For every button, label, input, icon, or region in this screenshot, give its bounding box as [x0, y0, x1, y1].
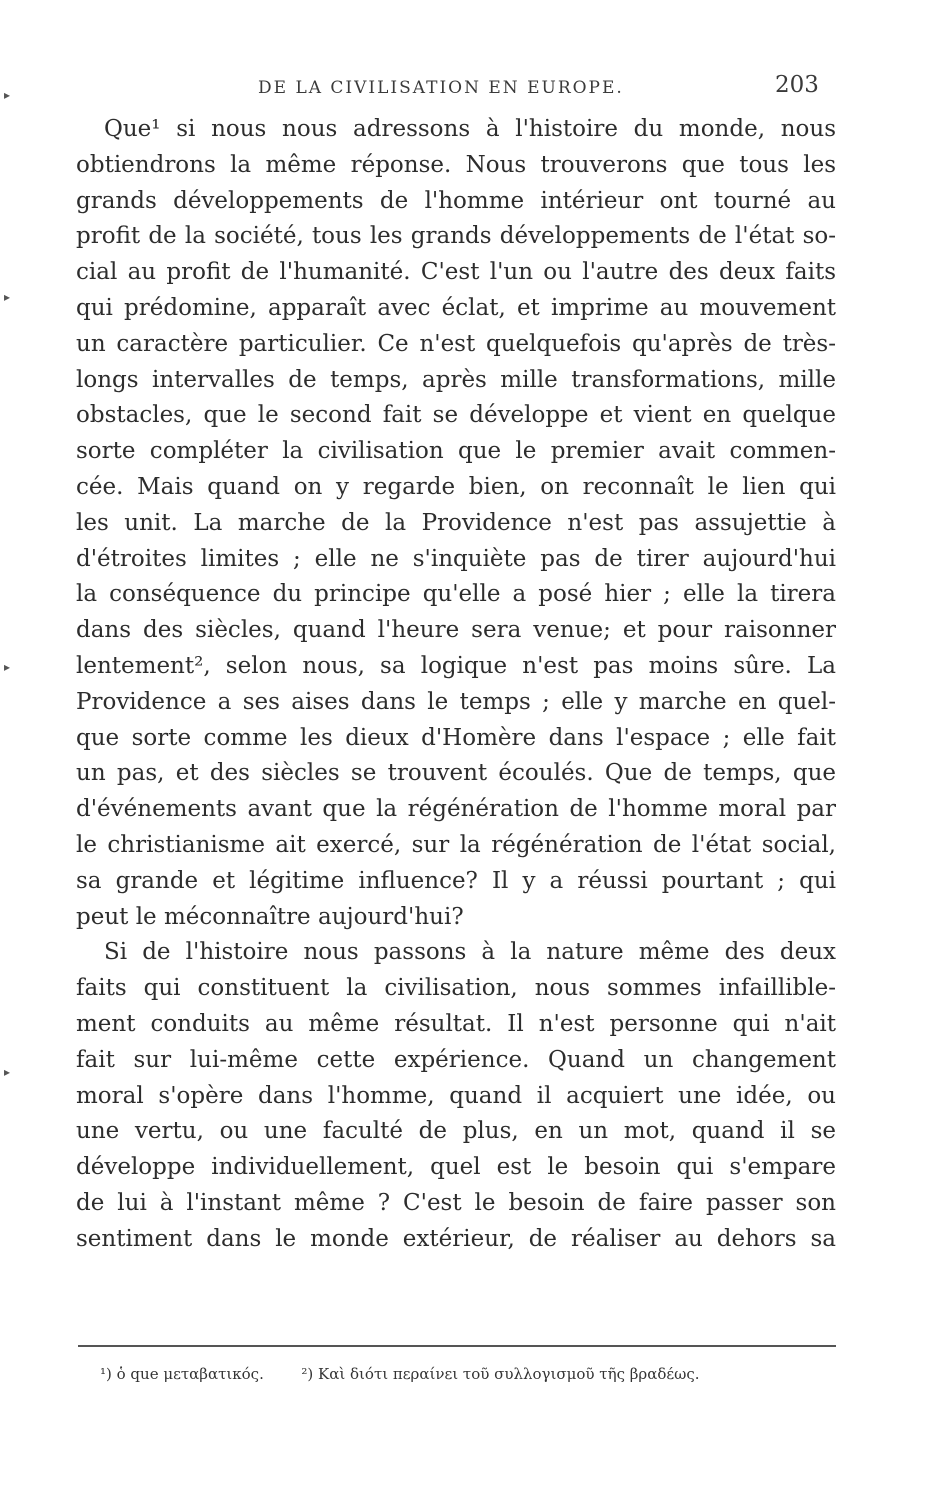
text-line: qui prédomine, apparaît avec éclat, et imprime au mouvement [76, 294, 836, 321]
paragraph-start-line: Si de l'histoire nous passons à la nature même des deux [104, 939, 836, 966]
margin-tick-mark: ▸ [4, 88, 11, 102]
running-head: DE LA CIVILISATION EN EUROPE. [258, 78, 624, 98]
text-line: les unit. La marche de la Providence n'est pas assujettie à [76, 509, 836, 536]
text-line: sa grande et légitime influence? Il y a réussi pourtant ; qui [76, 867, 836, 894]
text-line: d'étroites limites ; elle ne s'inquiète pas de tirer aujourd'hui [76, 545, 836, 572]
text-line: que sorte comme les dieux d'Homère dans l'espace ; elle fait [76, 724, 836, 751]
footnotes [100, 1365, 820, 1383]
margin-tick-mark: ▸ [4, 660, 11, 674]
text-line: sorte compléter la civilisation que le premier avait commen- [76, 438, 836, 465]
text-line: faits qui constituent la civilisation, nous sommes infaillible- [76, 975, 836, 1002]
text-line: moral s'opère dans l'homme, quand il acquiert une idée, ou [76, 1082, 836, 1109]
text-line: dans des siècles, quand l'heure sera venue; et pour raisonner [76, 617, 836, 644]
text-line: obtiendrons la même réponse. Nous trouverons que tous les [76, 151, 836, 178]
text-line: cée. Mais quand on y regarde bien, on reconnaît le lien qui [76, 473, 836, 500]
margin-tick-mark: ▸ [4, 290, 11, 304]
text-line: développe individuellement, quel est le besoin qui s'empare [76, 1154, 836, 1181]
text-line: le christianisme ait exercé, sur la régénération de l'état social, [76, 831, 836, 858]
footnote-2: ²) Καὶ διότι περαίνει τοῦ συλλογισμοῦ τῆς βραδέως. [301, 1365, 700, 1383]
page-number: 203 [775, 72, 819, 98]
text-line: peut le méconnaître aujourd'hui? [76, 903, 464, 930]
text-line: lentement², selon nous, sa logique n'est pas moins sûre. La [76, 652, 836, 679]
text-line: un pas, et des siècles se trouvent écoulés. Que de temps, que [76, 760, 836, 787]
text-line: longs intervalles de temps, après mille transformations, mille [76, 366, 836, 393]
text-line: cial au profit de l'humanité. C'est l'un ou l'autre des deux faits [76, 259, 836, 286]
text-line: Providence a ses aises dans le temps ; elle y marche en quel- [76, 688, 836, 715]
footnote-1: ¹) ὁ que μεταβατικός. [100, 1365, 264, 1383]
margin-tick-mark: ▸ [4, 1065, 11, 1079]
text-line: la conséquence du principe qu'elle a posé hier ; elle la tirera [76, 581, 836, 608]
body-text [76, 112, 836, 1258]
text-line: profit de la société, tous les grands développements de l'état so- [76, 223, 836, 250]
text-line: un caractère particulier. Ce n'est quelquefois qu'après de très- [76, 330, 836, 357]
text-line: sentiment dans le monde extérieur, de réaliser au dehors sa [76, 1225, 836, 1252]
footnote-divider [78, 1345, 836, 1347]
text-line: grands développements de l'homme intérieur ont tourné au [76, 187, 836, 214]
text-line: Que¹ si nous nous adressons à l'histoire du monde, nous [104, 116, 836, 142]
text-line: ment conduits au même résultat. Il n'est personne qui n'ait [76, 1010, 836, 1037]
text-line: une vertu, ou une faculté de plus, en un mot, quand il se [76, 1118, 836, 1145]
text-line: d'événements avant que la régénération de l'homme moral par [76, 796, 836, 823]
text-line: obstacles, que le second fait se développe et vient en quelque [76, 402, 836, 429]
text-line: fait sur lui-même cette expérience. Quand un changement [76, 1046, 836, 1073]
text-line: de lui à l'instant même ? C'est le besoin de faire passer son [76, 1189, 836, 1216]
